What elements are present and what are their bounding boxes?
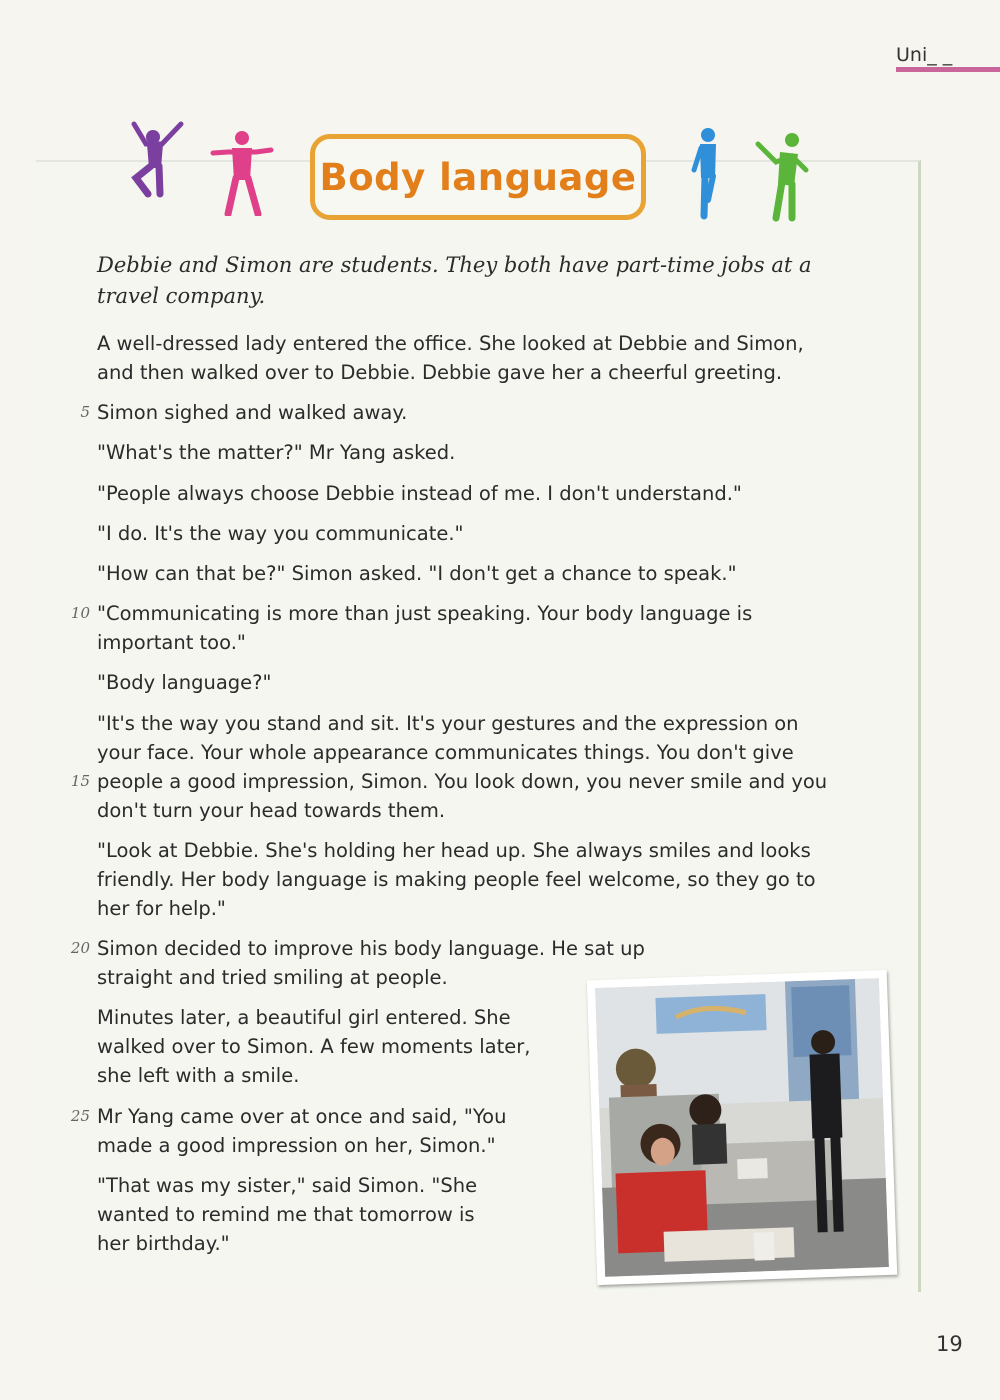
story-line: straight and tried smiling at people. [97,966,448,989]
office-photo [595,978,889,1277]
story-line: Mr Yang came over at once and said, "You [97,1105,507,1128]
story-line: "I do. It's the way you communicate." [97,522,464,545]
line-number: 20 [70,939,90,957]
story-line: Minutes later, a beautiful girl entered. She [97,1006,511,1029]
story-line: she left with a smile. [97,1064,300,1087]
story-line: people a good impression, Simon. You look down, you never smile and you [97,770,828,793]
story-line: don't turn your head towards them. [97,799,446,822]
story-line: "How can that be?" Simon asked. "I don't get a chance to speak." [97,562,737,585]
page-title: Body language [319,155,637,199]
unit-tab-bar [896,67,1000,72]
story-line: "Body language?" [97,671,272,694]
story-line: "That was my sister," said Simon. "She [97,1174,478,1197]
photo-frame [587,970,897,1285]
story-line: "Look at Debbie. She's holding her head up. She always smiles and looks [97,839,811,862]
story-line: her for help." [97,897,226,920]
story-line: her birthday." [97,1232,230,1255]
story-line: A well-dressed lady entered the office. She looked at Debbie and Simon, [97,332,804,355]
figure-pink-icon [208,128,276,216]
intro-text: Debbie and Simon are students. They both have part-time jobs at a travel company. [97,253,812,308]
story-line: and then walked over to Debbie. Debbie gave her a cheerful greeting. [97,361,783,384]
story-line: walked over to Simon. A few moments later, [97,1035,531,1058]
story-line: your face. Your whole appearance communicates things. You don't give [97,741,794,764]
story-line: "Communicating is more than just speaking. Your body language is [97,602,753,625]
line-number: 5 [80,403,90,421]
story-line: important too." [97,631,246,654]
figure-blue-icon [686,126,726,220]
story-line: friendly. Her body language is making people feel welcome, so they go to [97,868,816,891]
figure-purple-icon [126,120,188,198]
line-number: 15 [70,772,90,790]
title-box [310,134,646,220]
story-line: "What's the matter?" Mr Yang asked. [97,441,456,464]
story-line: made a good impression on her, Simon." [97,1134,496,1157]
line-number: 25 [70,1107,90,1125]
story-line: "It's the way you stand and sit. It's your gestures and the expression on [97,712,799,735]
story-line: "People always choose Debbie instead of me. I don't understand." [97,482,742,505]
page-number: 19 [936,1332,963,1356]
line-number: 10 [70,604,90,622]
figure-green-icon [752,128,816,222]
story-line: wanted to remind me that tomorrow is [97,1203,475,1226]
unit-tab-label: Uni_ _ [896,44,953,66]
story-line: Simon sighed and walked away. [97,401,408,424]
story-line: Simon decided to improve his body language. He sat up [97,937,645,960]
